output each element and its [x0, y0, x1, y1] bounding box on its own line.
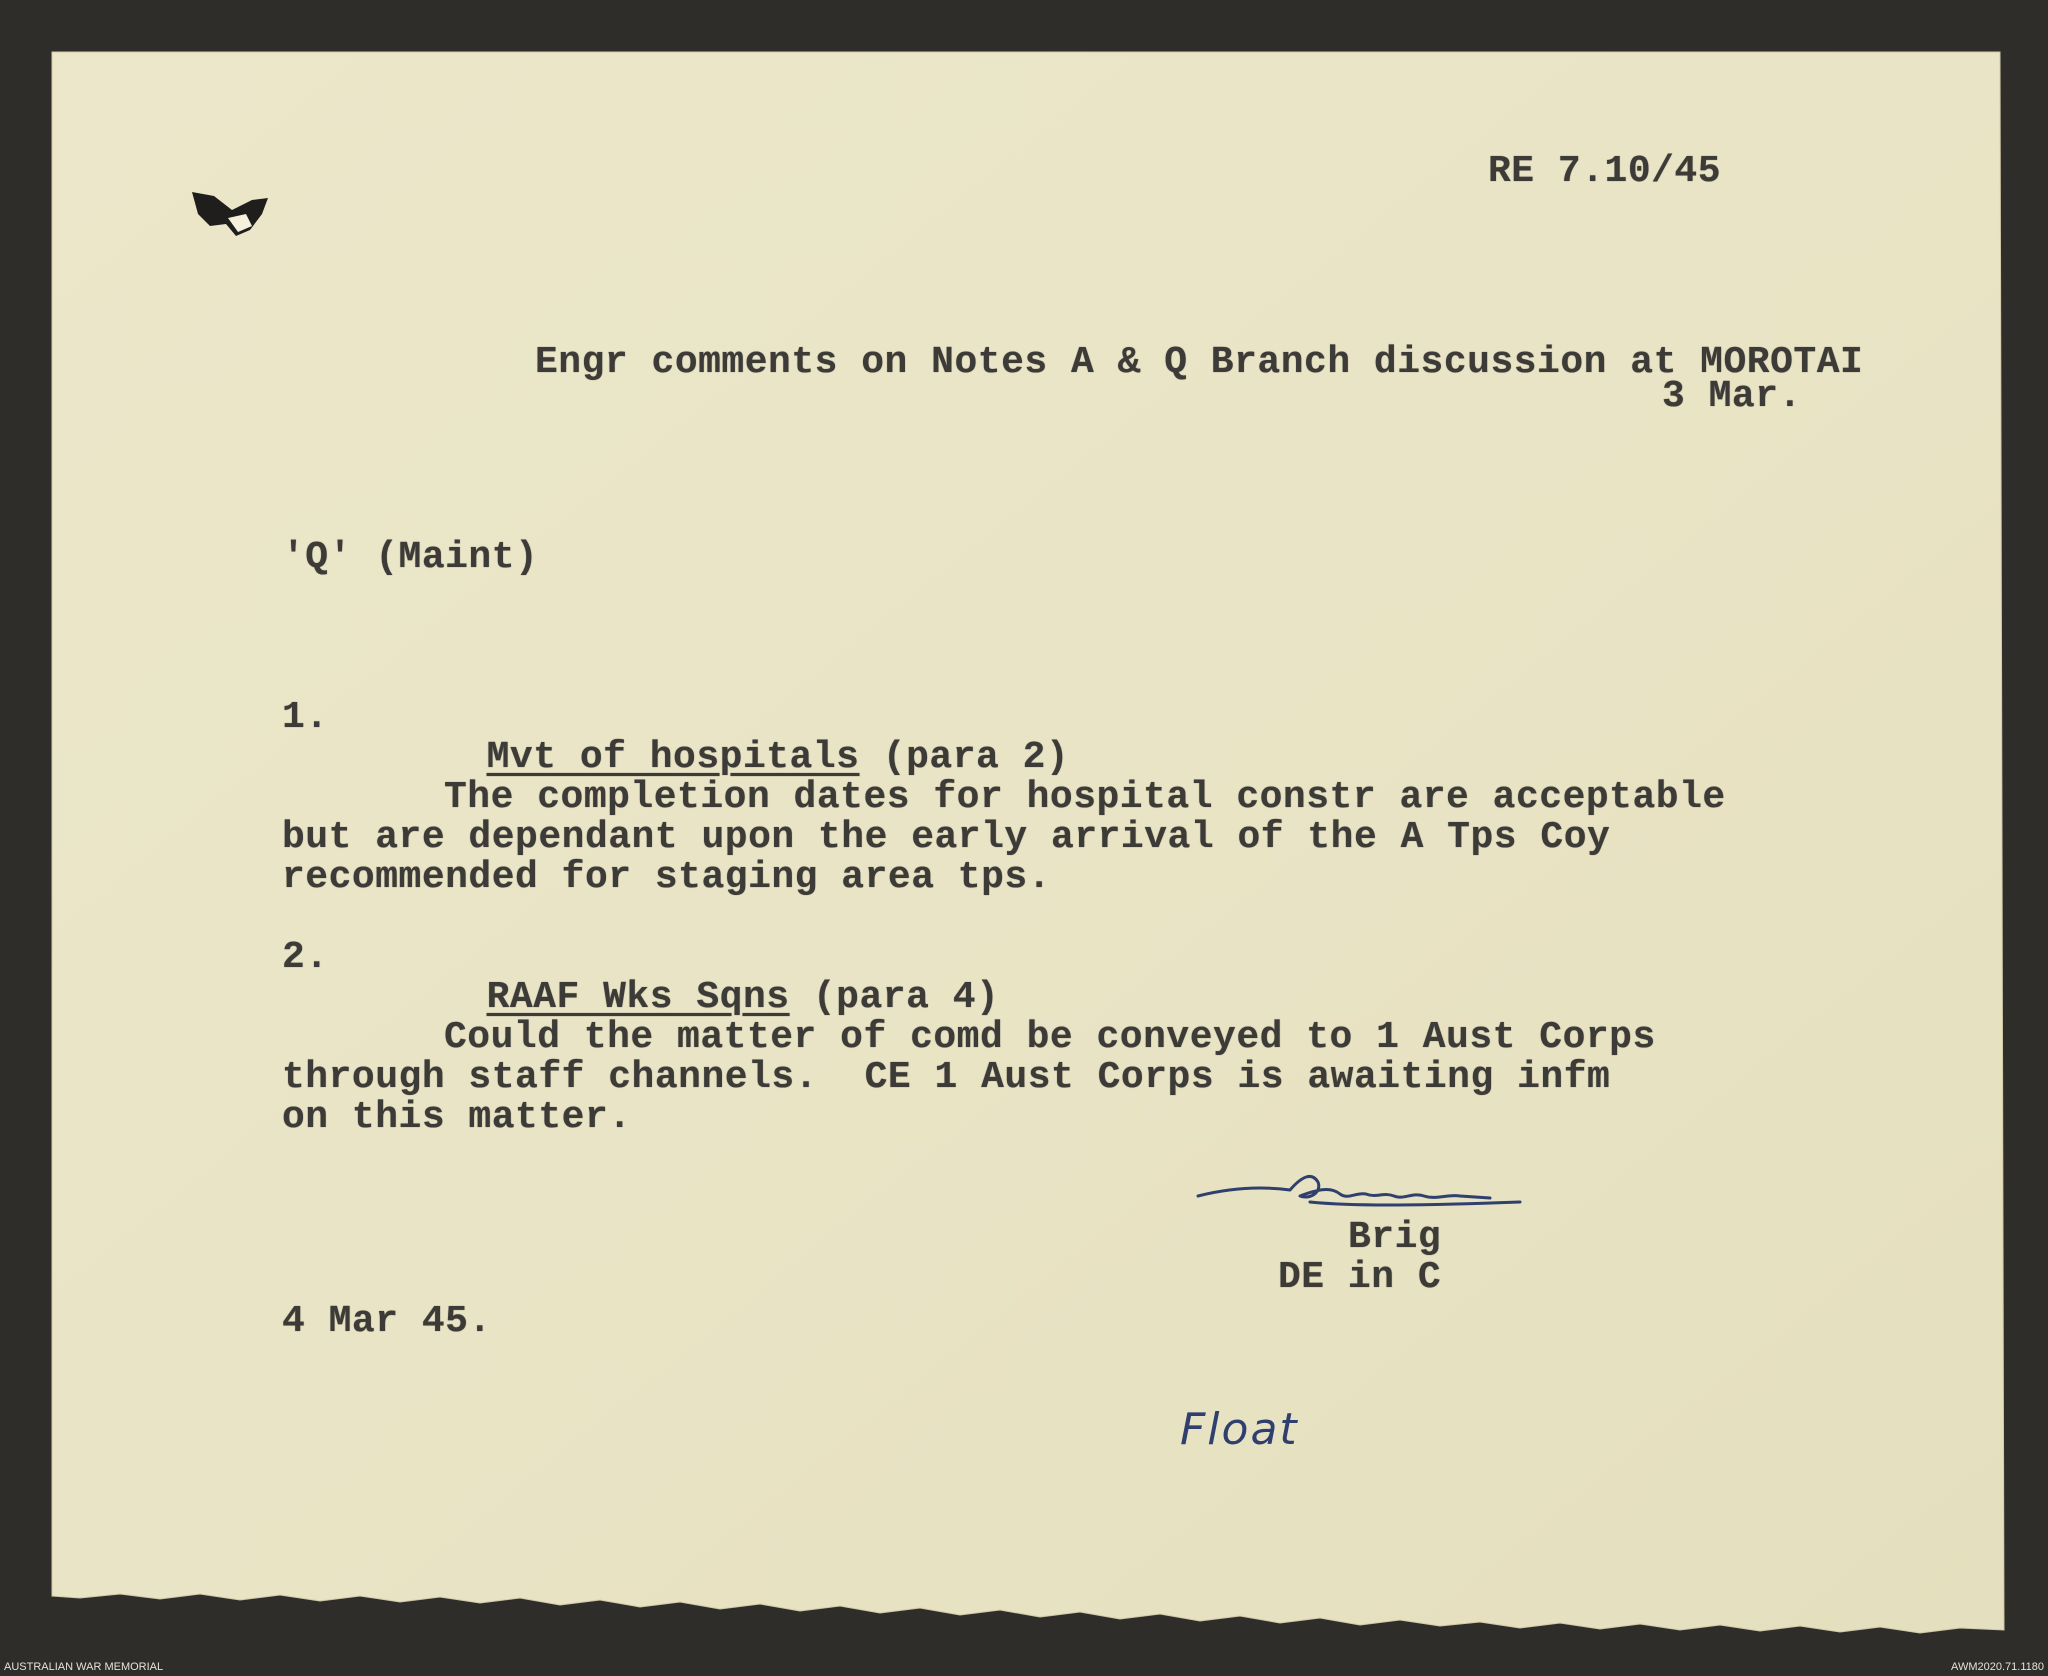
item-1-body-line-2: but are dependant upon the early arrival of the A Tps Coy	[282, 816, 1611, 859]
document-date: 4 Mar 45.	[282, 1300, 492, 1343]
reference-number: RE 7.10/45	[1488, 150, 1722, 193]
item-1-body-line-1: The completion dates for hospital constr are acceptable	[444, 776, 1726, 819]
item-2-body-line-1: Could the matter of comd be conveyed to 1 Aust Corps	[444, 1016, 1656, 1059]
item-1-body-line-3: recommended for staging area tps.	[282, 856, 1052, 899]
signatory-title: DE in C	[1278, 1256, 1442, 1299]
item-2-body-line-3: on this matter.	[282, 1096, 632, 1139]
signatory-rank: Brig	[1348, 1216, 1442, 1259]
document-heading: Engr comments on Notes A & Q Branch discussion at MOROTAI	[535, 341, 1864, 384]
item-2-number: 2.	[282, 936, 329, 979]
footer-accession-number: AWM2020.71.1180	[1951, 1661, 2044, 1673]
document-heading-date: 3 Mar.	[1662, 375, 1802, 418]
item-2-title: RAAF Wks Sqns	[486, 976, 790, 1019]
section-label: 'Q' (Maint)	[282, 536, 539, 579]
footer-archive-name: AUSTRALIAN WAR MEMORIAL	[4, 1661, 164, 1673]
item-1-heading	[440, 698, 1069, 778]
item-2-body-line-2: through staff channels. CE 1 Aust Corps is awaiting infm	[282, 1056, 1611, 1099]
item-1-ref: (para 2)	[882, 736, 1070, 779]
item-1-number: 1.	[282, 696, 329, 739]
handwritten-note: Float	[1180, 1404, 1299, 1455]
item-1-title: Mvt of hospitals	[486, 736, 860, 779]
item-2-ref: (para 4)	[812, 976, 1000, 1019]
item-2-heading	[440, 938, 999, 1018]
